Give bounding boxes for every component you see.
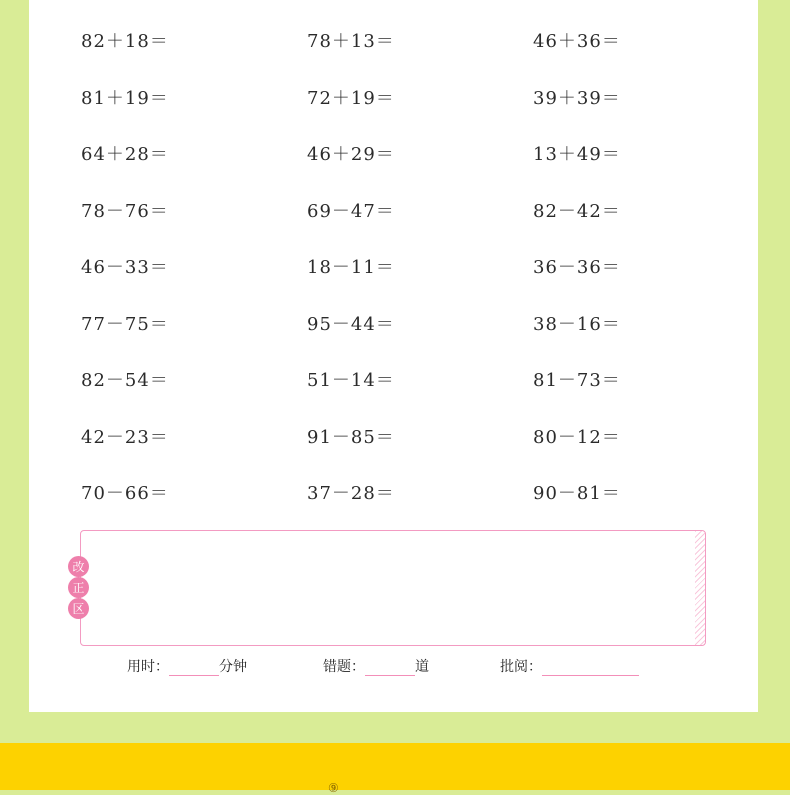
label-char: 区	[68, 598, 89, 619]
time-stat	[127, 656, 247, 676]
problem-grid	[81, 14, 681, 523]
correction-area-label	[68, 556, 90, 619]
math-problem: 69－47＝	[307, 200, 395, 222]
math-problem: 18－11＝	[307, 257, 395, 278]
math-problem: 82－42＝	[533, 200, 621, 222]
label-char: 改	[68, 556, 89, 577]
math-problem: 78－76＝	[81, 200, 169, 222]
stats-row	[127, 656, 687, 678]
math-problem: 46＋29＝	[307, 144, 395, 165]
decorative-hatch	[695, 531, 705, 645]
math-problem: 36－36＝	[533, 257, 621, 278]
errors-stat	[323, 656, 429, 676]
math-problem: 13＋49＝	[533, 144, 621, 165]
math-problem: 51－14＝	[307, 370, 395, 391]
math-problem: 42－23＝	[81, 426, 169, 448]
page-number: ⑨	[328, 781, 339, 795]
math-problem: 38－16＝	[533, 313, 621, 335]
math-problem: 39＋39＝	[533, 87, 621, 109]
review-stat	[500, 656, 639, 676]
review-label: 批阅：	[500, 659, 542, 675]
math-problem: 82－54＝	[81, 370, 169, 391]
math-problem: 70－66＝	[81, 483, 169, 504]
footer-band	[0, 743, 790, 790]
review-blank[interactable]	[542, 657, 639, 676]
math-problem: 91－85＝	[307, 426, 395, 448]
time-unit: 分钟	[219, 659, 247, 675]
errors-blank[interactable]	[365, 657, 415, 676]
math-problem: 95－44＝	[307, 313, 395, 335]
time-blank[interactable]	[169, 657, 219, 676]
math-problem: 90－81＝	[533, 483, 621, 504]
label-char: 正	[68, 577, 89, 598]
math-problem: 72＋19＝	[307, 87, 395, 109]
correction-area[interactable]	[80, 530, 706, 646]
math-problem: 80－12＝	[533, 426, 621, 448]
time-label: 用时：	[127, 659, 169, 675]
errors-label: 错题：	[323, 659, 365, 675]
math-problem: 82＋18＝	[81, 31, 169, 52]
math-problem: 81＋19＝	[81, 87, 169, 109]
math-problem: 78＋13＝	[307, 31, 395, 52]
math-problem: 81－73＝	[533, 370, 621, 391]
math-problem: 64＋28＝	[81, 144, 169, 165]
math-problem: 77－75＝	[81, 313, 169, 335]
math-problem: 46＋36＝	[533, 31, 621, 52]
errors-unit: 道	[415, 659, 429, 675]
math-problem: 46－33＝	[81, 257, 169, 278]
math-problem: 37－28＝	[307, 483, 395, 504]
